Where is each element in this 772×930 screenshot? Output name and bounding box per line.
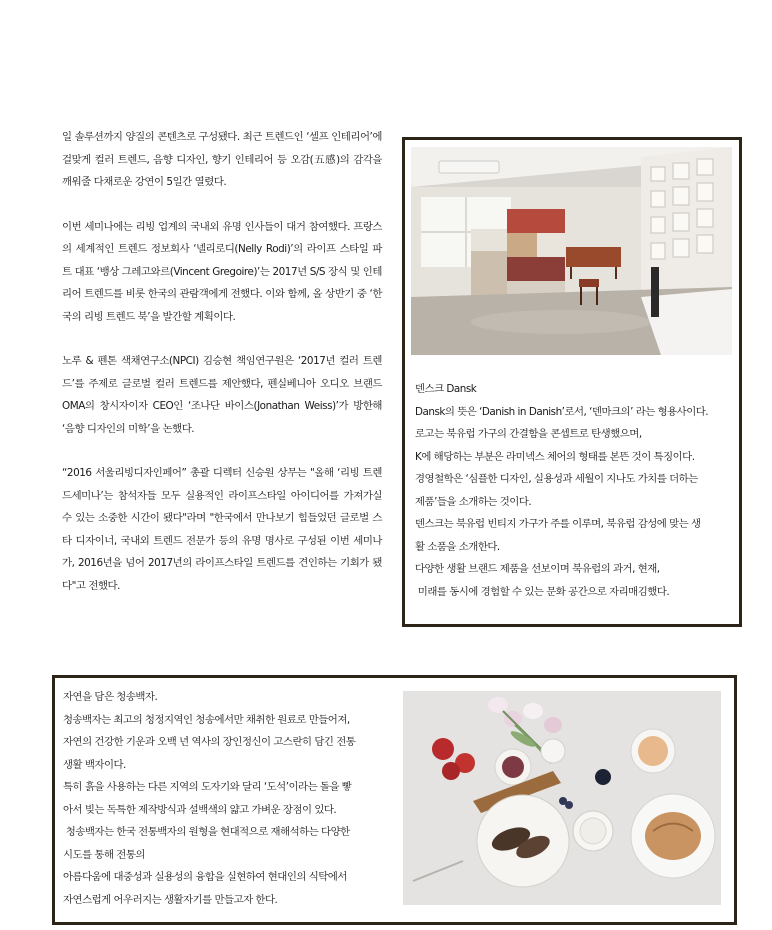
dansk-line: 로고는 북유럽 가구의 간결함을 콘셉트로 탄생했으며, [415, 428, 642, 440]
dansk-sidebar-box [402, 137, 742, 627]
chungsong-caption [63, 686, 393, 911]
article-paragraph: 이번 세미나에는 리빙 업계의 국내외 유명 인사들이 대거 참여했다. 프랑스의 세계적인 트렌드 정보회사 ‘넬리로디(Nelly Rodi)’의 라이프 스타일 파트 대표 ‘뱅상 그레고와르(Vincent Gregoire)’는 2017년 S/S 장식 및 인테리어 트렌드를 비롯 한국의 관람객에게 전했다. 이와 함께, 올 상반기 중 ‘한국의 리빙 트렌드 북’을 발간할 계획이다. [62, 220, 382, 323]
dansk-line: 미래를 동시에 경험할 수 있는 문화 공간으로 자리매김했다. [415, 585, 670, 598]
chungsong-sidebar-box [52, 675, 737, 925]
article-body [62, 126, 382, 619]
dansk-line: 제품’들을 소개하는 것이다. [415, 495, 532, 508]
chungsong-line: 아서 빚는 독특한 제작방식과 설백색의 얇고 가벼운 장점이 있다. [63, 803, 337, 816]
chungsong-line: 청송백자는 한국 전통백자의 원형을 현대적으로 재해석하는 다양한 [63, 826, 350, 838]
dansk-line: 경영철학은 ‘심플한 디자인, 실용성과 세월이 지나도 가치를 더하는 [415, 473, 698, 485]
article-paragraph: 일 솔루션까지 양질의 콘텐츠로 구성됐다. 최근 트렌드인 ‘셀프 인테리어’에 걸맞게 컬러 트렌드, 음향 디자인, 향기 인테리어 등 오감(五感)의 감각을 깨워줄 다채로운 강연이 5일간 열렸다. [62, 131, 382, 188]
dansk-line: 덴스크는 북유럽 빈티지 가구가 주를 이루며, 북유럽 감성에 맞는 생 [415, 518, 701, 530]
dansk-caption [415, 378, 733, 603]
chungsong-line: 생활 백자이다. [63, 758, 126, 771]
dansk-line: Dansk의 뜻은 ‘Danish in Danish’로서, ‘덴마크의’ 라는 형용사이다. [415, 405, 709, 418]
chungsong-line: 자연스럽게 어우러지는 생활자기를 만들고자 한다. [63, 893, 278, 906]
chungsong-line: 시도를 통해 전통의 [63, 848, 145, 861]
article-paragraph: “2016 서울리빙디자인페어” 총괄 디렉터 신승원 상무는 "올해 ‘리빙 트렌드세미나’는 참석자들 모두 실용적인 라이프스타일 아이디어를 가져가실 수 있는 소중한 시간이 됐다"라며 "한국에서 만나보기 힘들었던 글로벌 스타 디자이너, 국내외 트렌드 전문가 등의 유명 명사로 구성된 이번 세미나가, 2016년을 넘어 2017년의 라이프스타일 트렌드를 견인하는 기회가 됐다"고 전했다. [62, 467, 382, 592]
dansk-line: K에 해당하는 부분은 라미넥스 체어의 형태를 본뜬 것이 특징이다. [415, 450, 695, 463]
porcelain-tableware-photo [403, 691, 721, 905]
dansk-line: 다양한 생활 브랜드 제품을 선보이며 북유럽의 과거, 현재, [415, 563, 660, 575]
dansk-showroom-photo [411, 147, 732, 355]
chungsong-line: 아름다움에 대중성과 실용성의 융합을 실현하여 현대인의 식탁에서 [63, 871, 347, 883]
dansk-line: 활 소품을 소개한다. [415, 540, 500, 553]
dansk-title: 덴스크 Dansk [415, 383, 477, 395]
article-paragraph: 노루 & 펜톤 색채연구소(NPCI) 김승현 책임연구원은 ‘2017년 컬러 트렌드’를 주제로 글로벌 컬러 트렌드를 제안했다, 펜실베니아 오디오 브랜드 OMA의 창시자이자 CEO인 ‘조나단 바이스(Jonathan Weiss)’가 방한해 ‘음향 디자인의 미학’을 논했다. [62, 355, 382, 435]
chungsong-title: 자연을 담은 청송백자. [63, 691, 158, 703]
chungsong-line: 자연의 건강한 기운과 오백 년 역사의 장인정신이 고스란히 담긴 전통 [63, 736, 356, 748]
chungsong-line: 청송백자는 최고의 청정지역인 청송에서만 채취한 원료로 만들어져, [63, 713, 350, 726]
chungsong-line: 특히 흙을 사용하는 다른 지역의 도자기와 달리 ‘도석’이라는 돌을 빻 [63, 781, 352, 793]
